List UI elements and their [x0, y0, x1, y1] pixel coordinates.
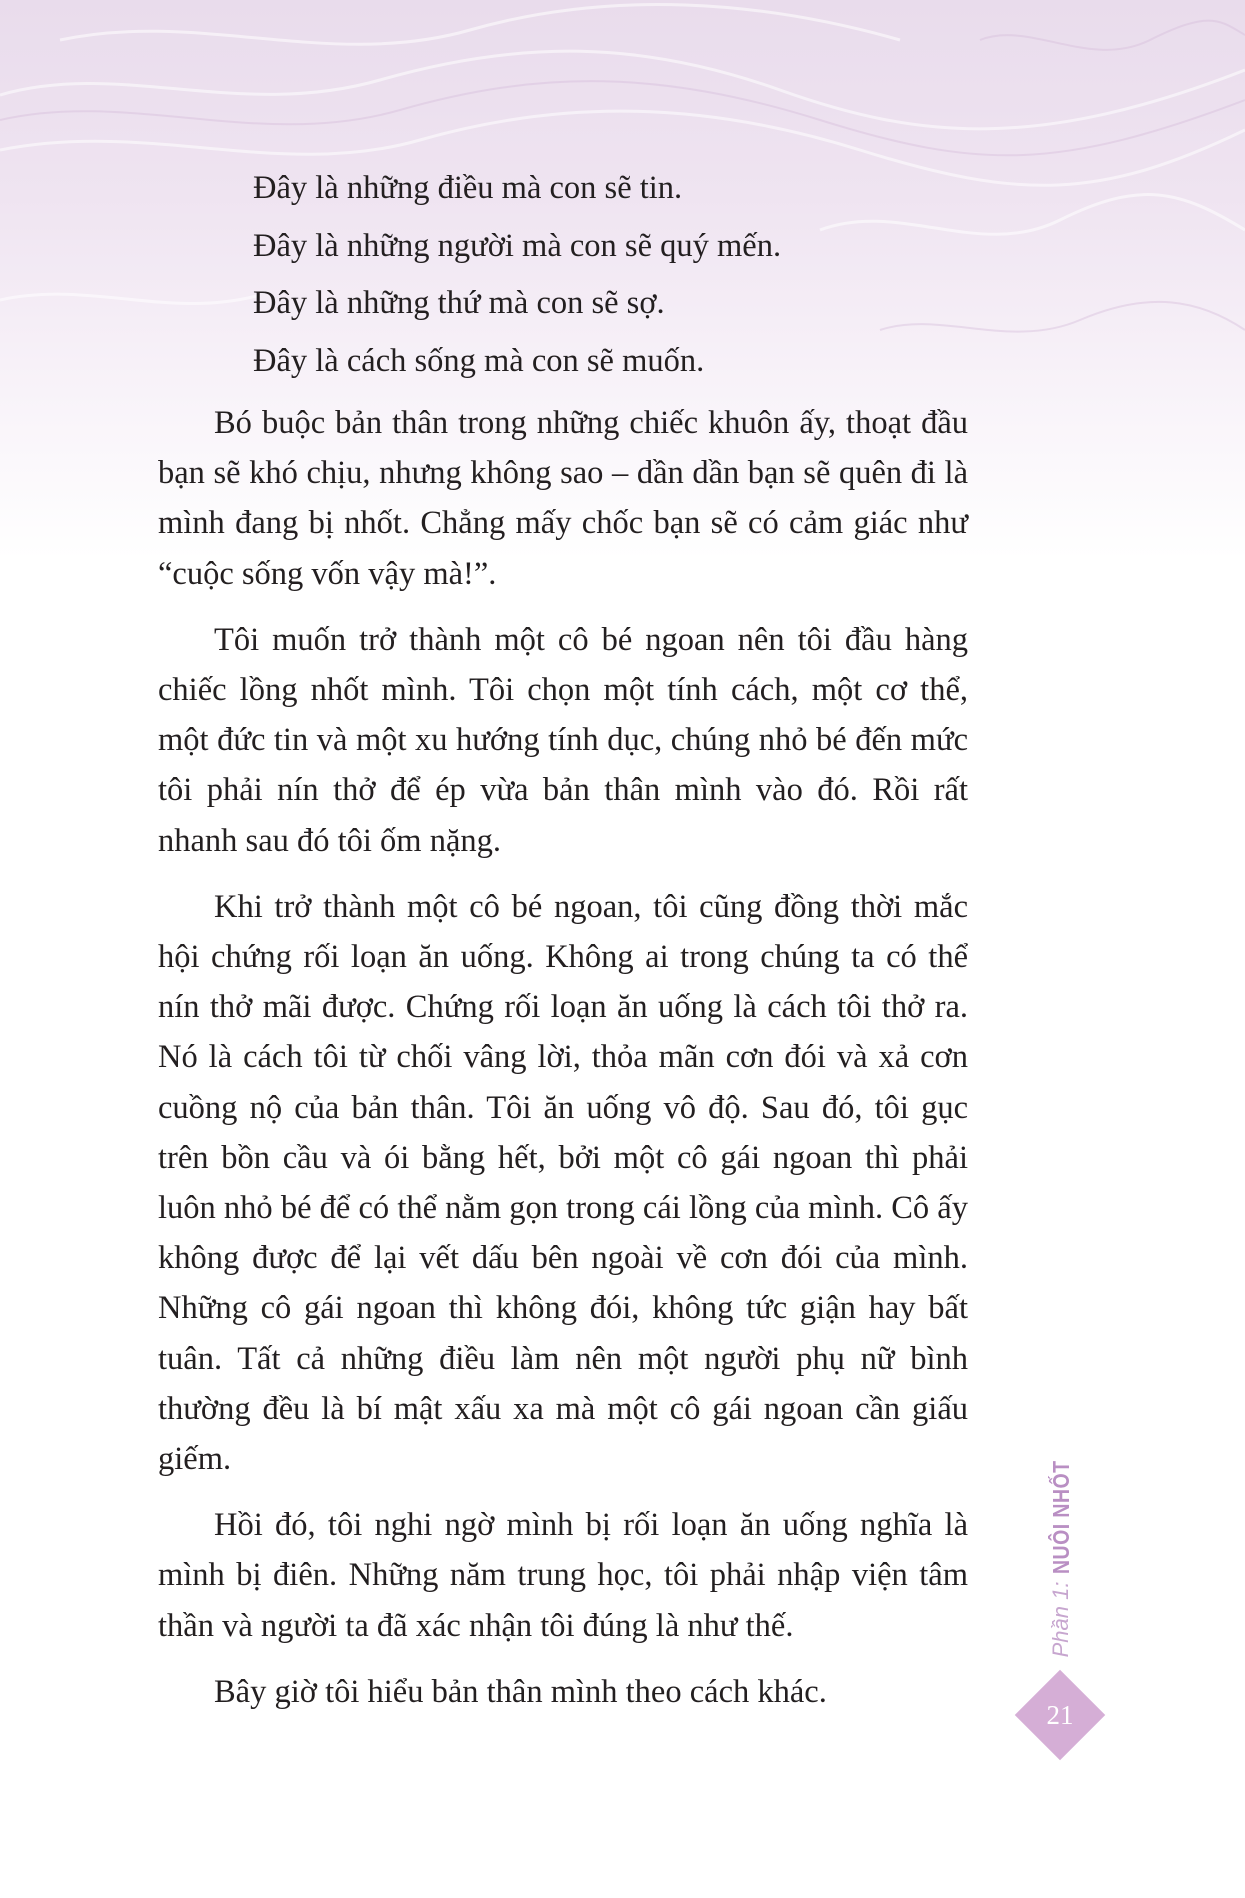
- poem-block: [158, 168, 968, 381]
- part-title: NUÔI NHỐT: [1047, 1460, 1074, 1574]
- poem-line: Đây là những thứ mà con sẽ sợ.: [253, 285, 665, 321]
- paragraph: Bây giờ tôi hiểu bản thân mình theo cách khác.: [214, 1673, 827, 1710]
- paragraph: Hồi đó, tôi nghi ngờ mình bị rối loạn ăn uống nghĩa là mình bị điên. Những năm trung học, tôi phải nhập viện tâm thần và người ta đã xác nhận tôi đúng là như thế.: [158, 1507, 968, 1644]
- paragraph: Bó buộc bản thân trong những chiếc khuôn ấy, thoạt đầu bạn sẽ khó chịu, nhưng không sao – dần dần bạn sẽ quên đi là mình đang bị nhốt. Chẳng mấy chốc bạn sẽ có cảm giác như “cuộc sống vốn vậy mà!”.: [158, 405, 968, 592]
- page-number-badge: [1014, 1669, 1106, 1761]
- paragraph: Tôi muốn trở thành một cô bé ngoan nên tôi đầu hàng chiếc lồng nhốt mình. Tôi chọn một tính cách, một cơ thể, một đức tin và một xu hướng tính dục, chúng nhỏ bé đến mức tôi phải nín thở để ép vừa bản thân mình vào đó. Rồi rất nhanh sau đó tôi ốm nặng.: [158, 621, 968, 859]
- poem-line: Đây là cách sống mà con sẽ muốn.: [253, 342, 705, 379]
- poem-line: Đây là những điều mà con sẽ tin.: [253, 170, 683, 206]
- part-label: Phần 1:: [1048, 1581, 1073, 1658]
- body-text: [158, 168, 968, 1717]
- page-number: 21: [1046, 1699, 1074, 1730]
- chapter-side-label: [1042, 1440, 1080, 1658]
- paragraph: Khi trở thành một cô bé ngoan, tôi cũng đồng thời mắc hội chứng rối loạn ăn uống. Không ai trong chúng ta có thể nín thở mãi được. Chứng rối loạn ăn uống là cách tôi thở ra. Nó là cách tôi từ chối vâng lời, thỏa mãn cơn đói và xả cơn cuồng nộ của bản thân. Tôi ăn uống vô độ. Sau đó, tôi gục trên bồn cầu và ói bằng hết, bởi một cô gái ngoan thì phải luôn nhỏ bé để có thể nằm gọn trong cái lồng của mình. Cô ấy không được để lại vết dấu bên ngoài về cơn đói của mình. Những cô gái ngoan thì không đói, không tức giận hay bất tuân. Tất cả những điều làm nên một người phụ nữ bình thường đều là bí mật xấu xa mà một cô gái ngoan cần giấu giếm.: [158, 888, 968, 1478]
- poem-line: Đây là những người mà con sẽ quý mến.: [253, 227, 782, 264]
